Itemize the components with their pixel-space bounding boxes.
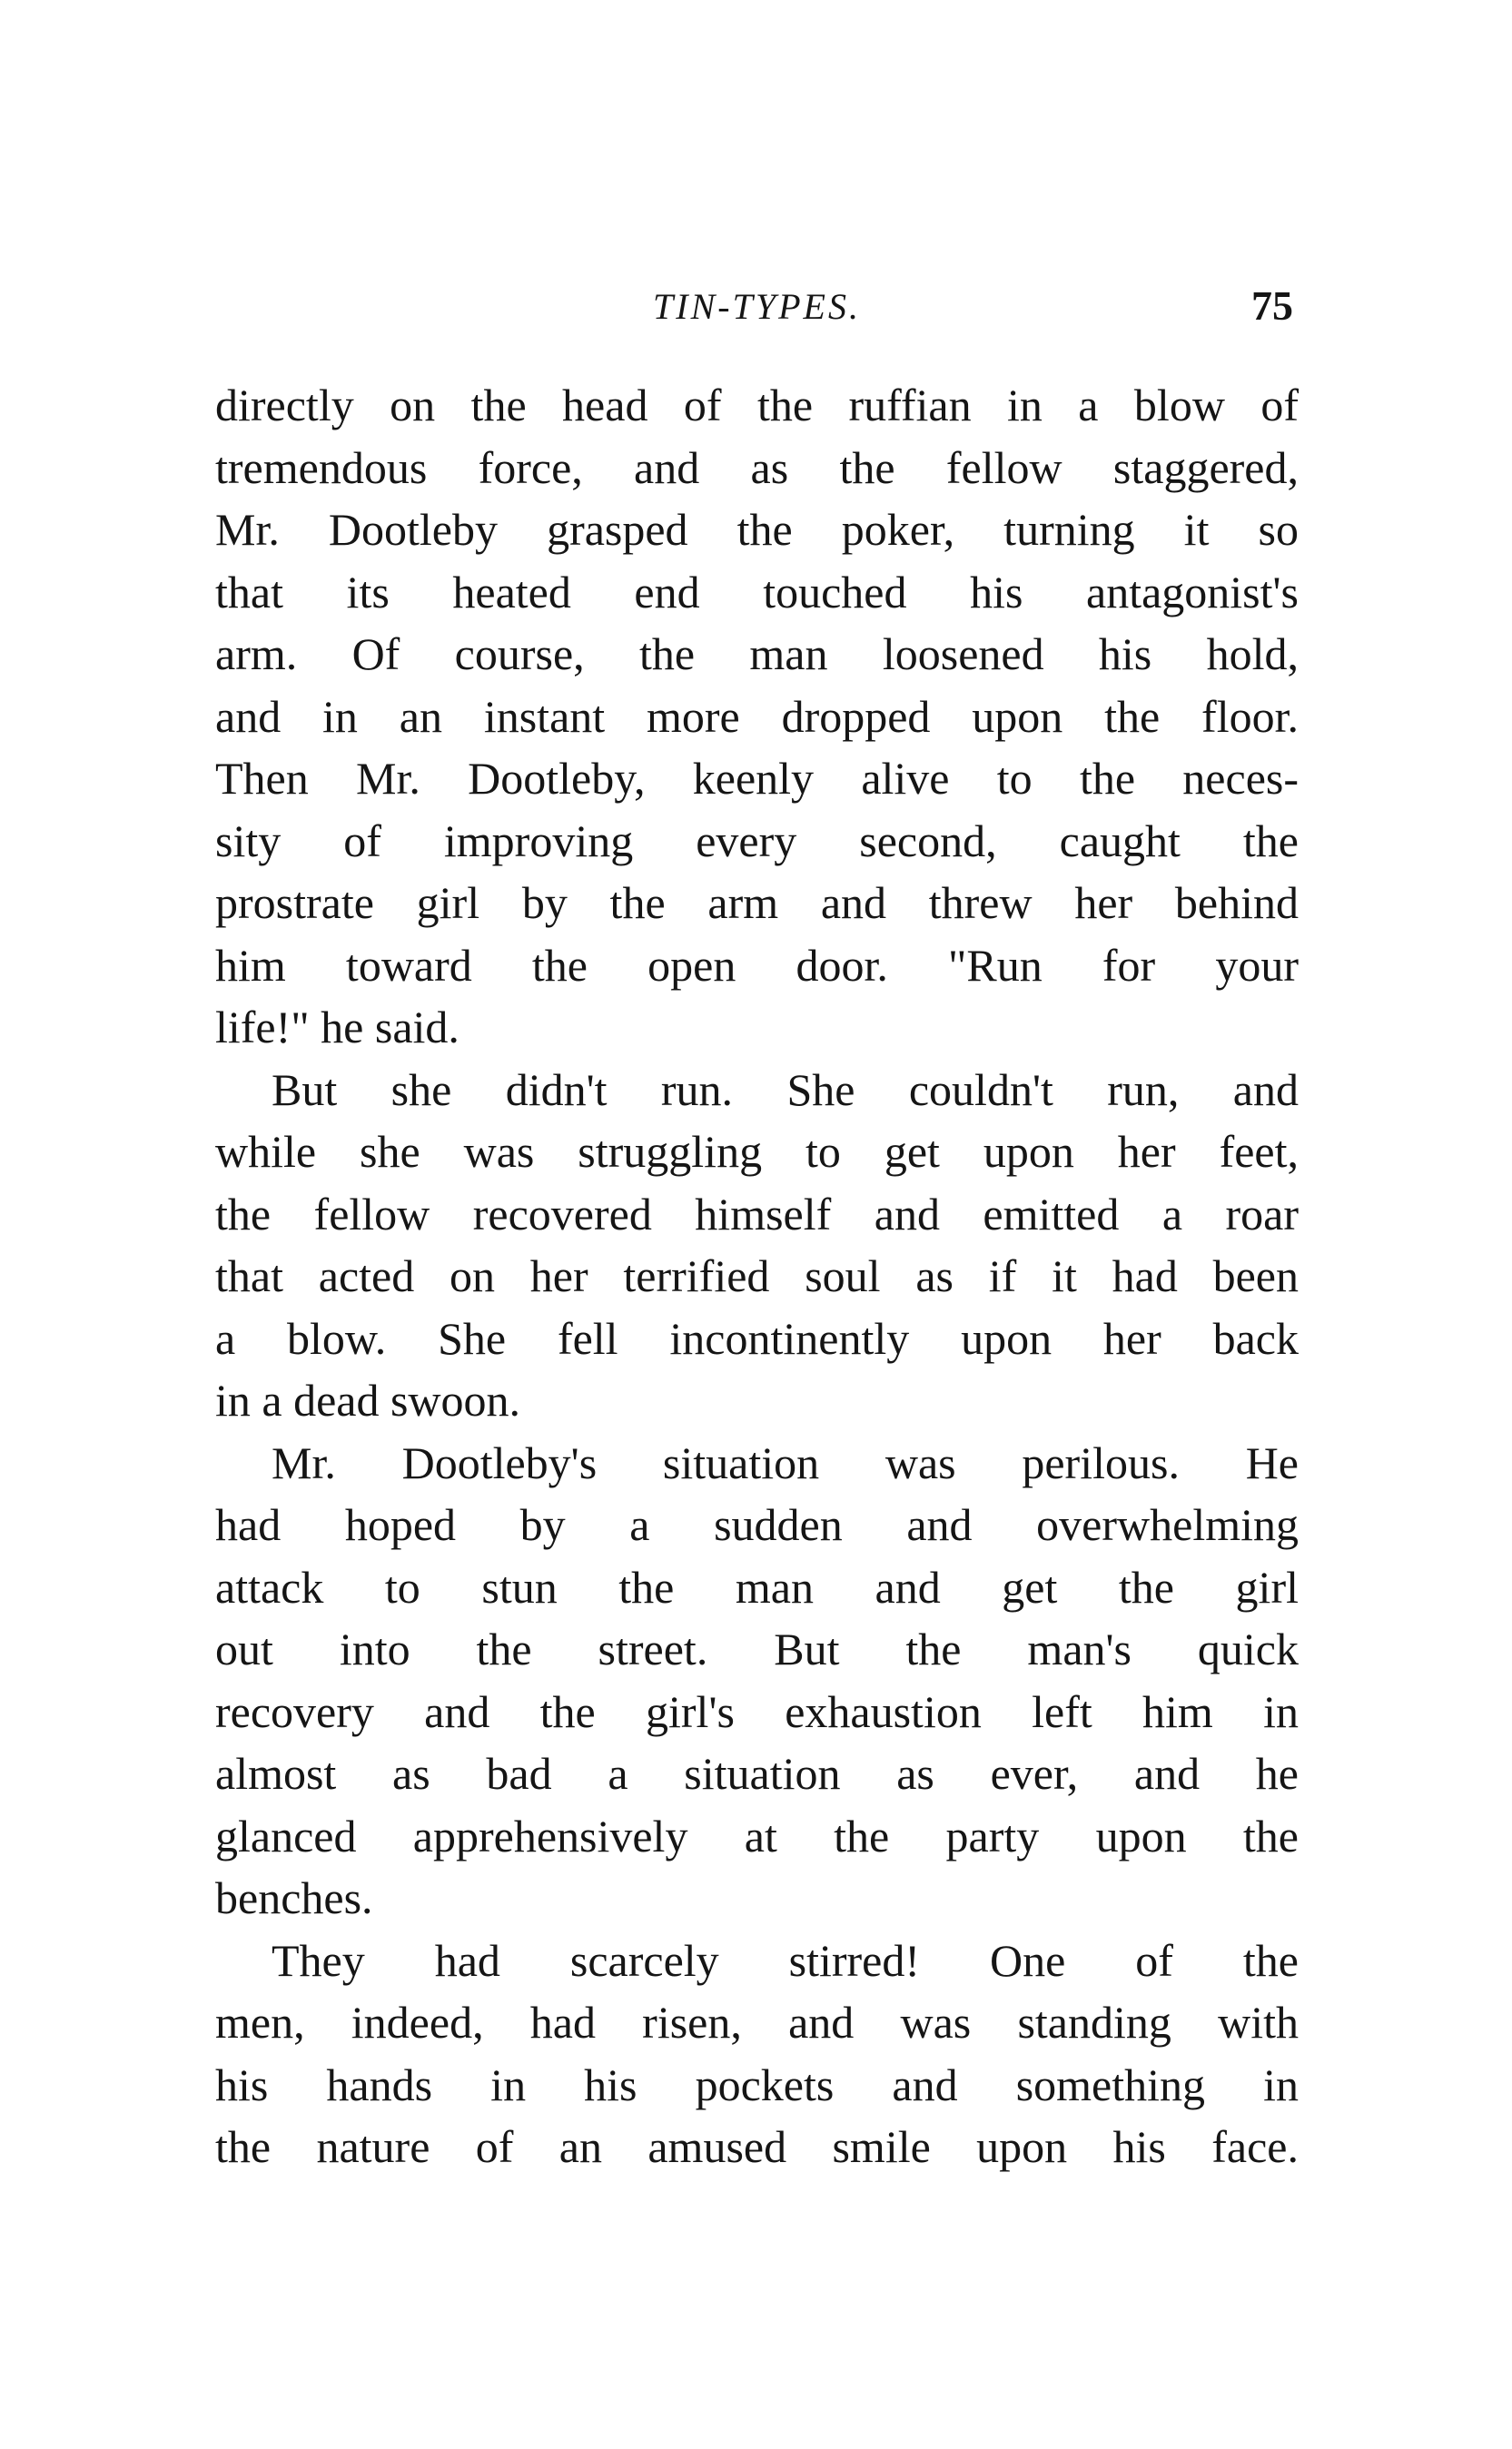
text-line: while she was struggling to get upon her feet,: [215, 1126, 1299, 1177]
running-title: TIN-TYPES.: [653, 286, 861, 327]
text-line: the nature of an amused smile upon his face.: [215, 2121, 1299, 2172]
text-line: almost as bad a situation as ever, and he: [215, 1748, 1299, 1799]
text-line: benches.: [215, 1872, 373, 1923]
text-line: life!" he said.: [215, 1002, 460, 1052]
text-line: that acted on her terrified soul as if it had been: [215, 1250, 1299, 1301]
text-line: glanced apprehensively at the party upon the: [215, 1810, 1299, 1861]
text-line: But she didn't run. She couldn't run, and: [272, 1063, 1299, 1115]
running-head: [215, 280, 1299, 343]
text-line: Mr. Dootleby grasped the poker, turning it so: [215, 504, 1299, 555]
text-line: the fellow recovered himself and emitted a roar: [215, 1188, 1299, 1239]
text-line: recovery and the girl's exhaustion left him in: [215, 1685, 1299, 1737]
text-line: and in an instant more dropped upon the floor.: [215, 690, 1299, 742]
text-line: Mr. Dootleby's situation was perilous. He: [272, 1437, 1299, 1488]
text-line: sity of improving every second, caught the: [215, 815, 1299, 866]
text-line: They had scarcely stirred! One of the: [272, 1934, 1299, 1986]
text-line: in a dead swoon.: [215, 1375, 521, 1426]
text-line: men, indeed, had risen, and was standing with: [215, 1997, 1299, 2048]
text-line: arm. Of course, the man loosened his hold,: [215, 628, 1299, 679]
text-line: that its heated end touched his antagonist's: [215, 566, 1299, 617]
text-line: directly on the head of the ruffian in a blow of: [215, 380, 1299, 430]
text-line: tremendous force, and as the fellow staggered,: [215, 441, 1299, 493]
text-line: him toward the open door. "Run for your: [215, 939, 1299, 991]
text-line: out into the street. But the man's quick: [215, 1624, 1299, 1674]
page-number: 75: [1251, 282, 1293, 329]
text-line: his hands in his pockets and something in: [215, 2059, 1299, 2110]
text-line: prostrate girl by the arm and threw her behind: [215, 877, 1299, 928]
text-line: had hoped by a sudden and overwhelming: [215, 1499, 1299, 1550]
text-line: Then Mr. Dootleby, keenly alive to the neces-: [215, 753, 1299, 804]
text-line: a blow. She fell incontinently upon her back: [215, 1312, 1299, 1364]
text-line: attack to stun the man and get the girl: [215, 1561, 1299, 1613]
body-text: [215, 374, 1299, 2178]
